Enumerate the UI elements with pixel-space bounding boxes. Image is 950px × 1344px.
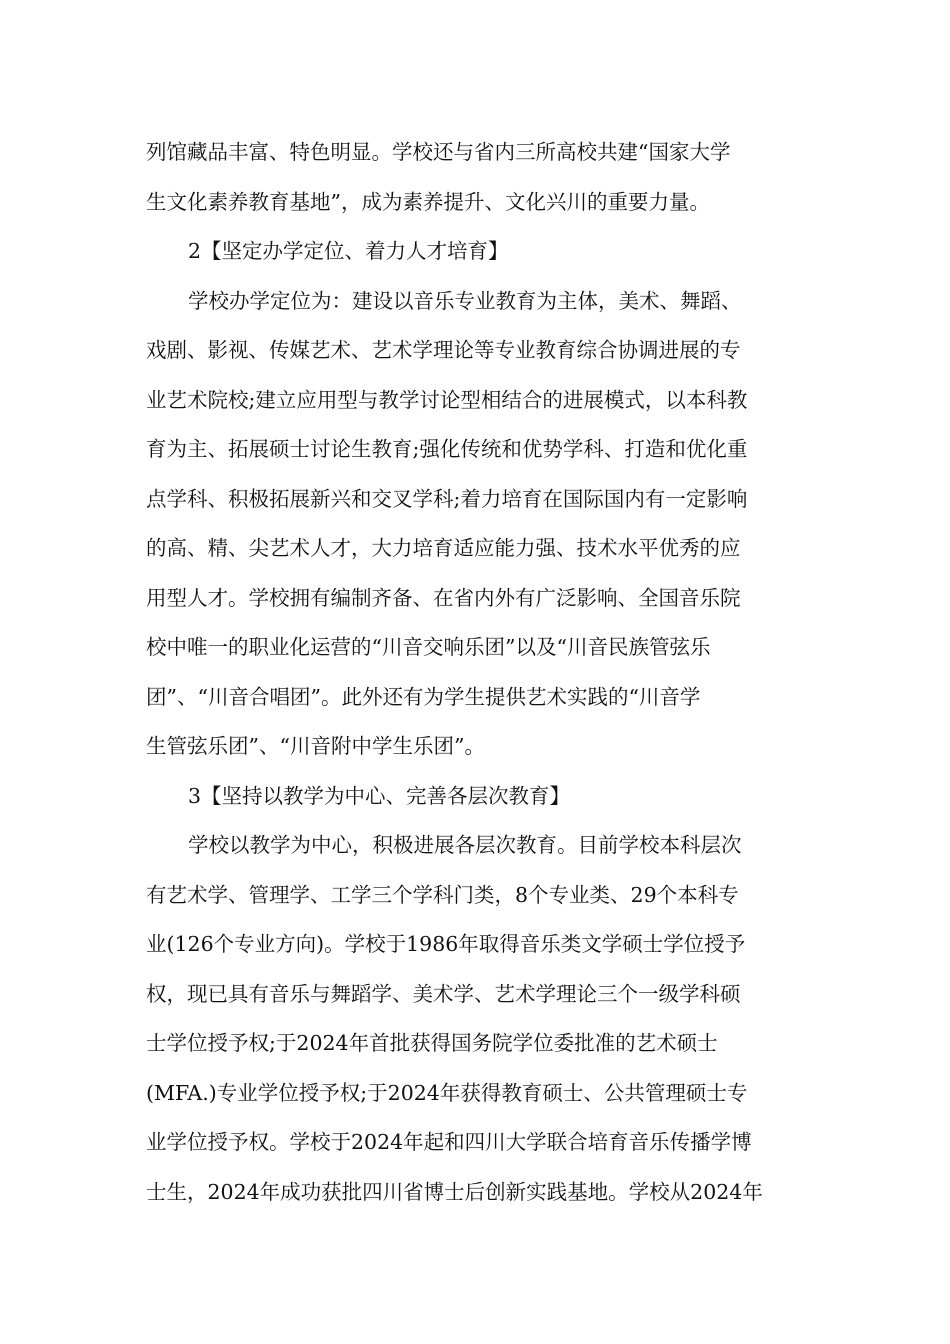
body-text-line: 列馆藏品丰富、特色明显。学校还与省内三所高校共建“国家大学 — [146, 140, 731, 164]
body-text-line: 业艺术院校;建立应用型与教学讨论型相结合的进展模式，以本科教 — [146, 388, 748, 412]
body-text-line: 生文化素养教育基地”，成为素养提升、文化兴川的重要力量。 — [146, 190, 710, 214]
body-text-line: 有艺术学、管理学、工学三个学科门类，8个专业类、29个本科专 — [146, 883, 739, 907]
body-text-line: 校中唯一的职业化运营的“川音交响乐团”以及“川音民族管弦乐 — [146, 635, 711, 659]
section-heading: 2【坚定办学定位、着力人才培育】 — [188, 239, 509, 263]
body-text-line: 育为主、拓展硕士讨论生教育;强化传统和优势学科、打造和优化重 — [146, 437, 748, 461]
paragraph-first-line: 学校以教学为中心，积极进展各层次教育。目前学校本科层次 — [188, 833, 742, 857]
body-text-line: 团”、“川音合唱团”。此外还有为学生提供艺术实践的“川音学 — [146, 685, 701, 709]
body-text-line: 点学科、积极拓展新兴和交叉学科;着力培育在国际国内有一定影响 — [146, 487, 748, 511]
body-text-line: 士学位授予权;于2024年首批获得国务院学位委批准的艺术硕士 — [146, 1031, 718, 1055]
paragraph-first-line: 学校办学定位为：建设以音乐专业教育为主体，美术、舞蹈、 — [188, 289, 742, 313]
body-text-line: 业学位授予权。学校于2024年起和四川大学联合培育音乐传播学博 — [146, 1130, 752, 1154]
body-text-line: 权，现已具有音乐与舞蹈学、美术学、艺术学理论三个一级学科硕 — [146, 982, 741, 1006]
body-text-line: 业(126个专业方向)。学校于1986年取得音乐类文学硕士学位授予 — [146, 932, 746, 956]
body-text-line: 戏剧、影视、传媒艺术、艺术学理论等专业教育综合协调进展的专 — [146, 338, 741, 362]
body-text-line: 生管弦乐团”、“川音附中学生乐团”。 — [146, 734, 485, 758]
section-heading: 3【坚持以教学为中心、完善各层次教育】 — [188, 784, 571, 808]
body-text-line: (MFA.)专业学位授予权;于2024年获得教育硕士、公共管理硕士专 — [146, 1081, 748, 1105]
body-text-line: 的高、精、尖艺术人才，大力培育适应能力强、技术水平优秀的应 — [146, 536, 741, 560]
body-text-line: 用型人才。学校拥有编制齐备、在省内外有广泛影响、全国音乐院 — [146, 586, 741, 610]
body-text-line: 士生，2024年成功获批四川省博士后创新实践基地。学校从2024年 — [146, 1180, 763, 1204]
